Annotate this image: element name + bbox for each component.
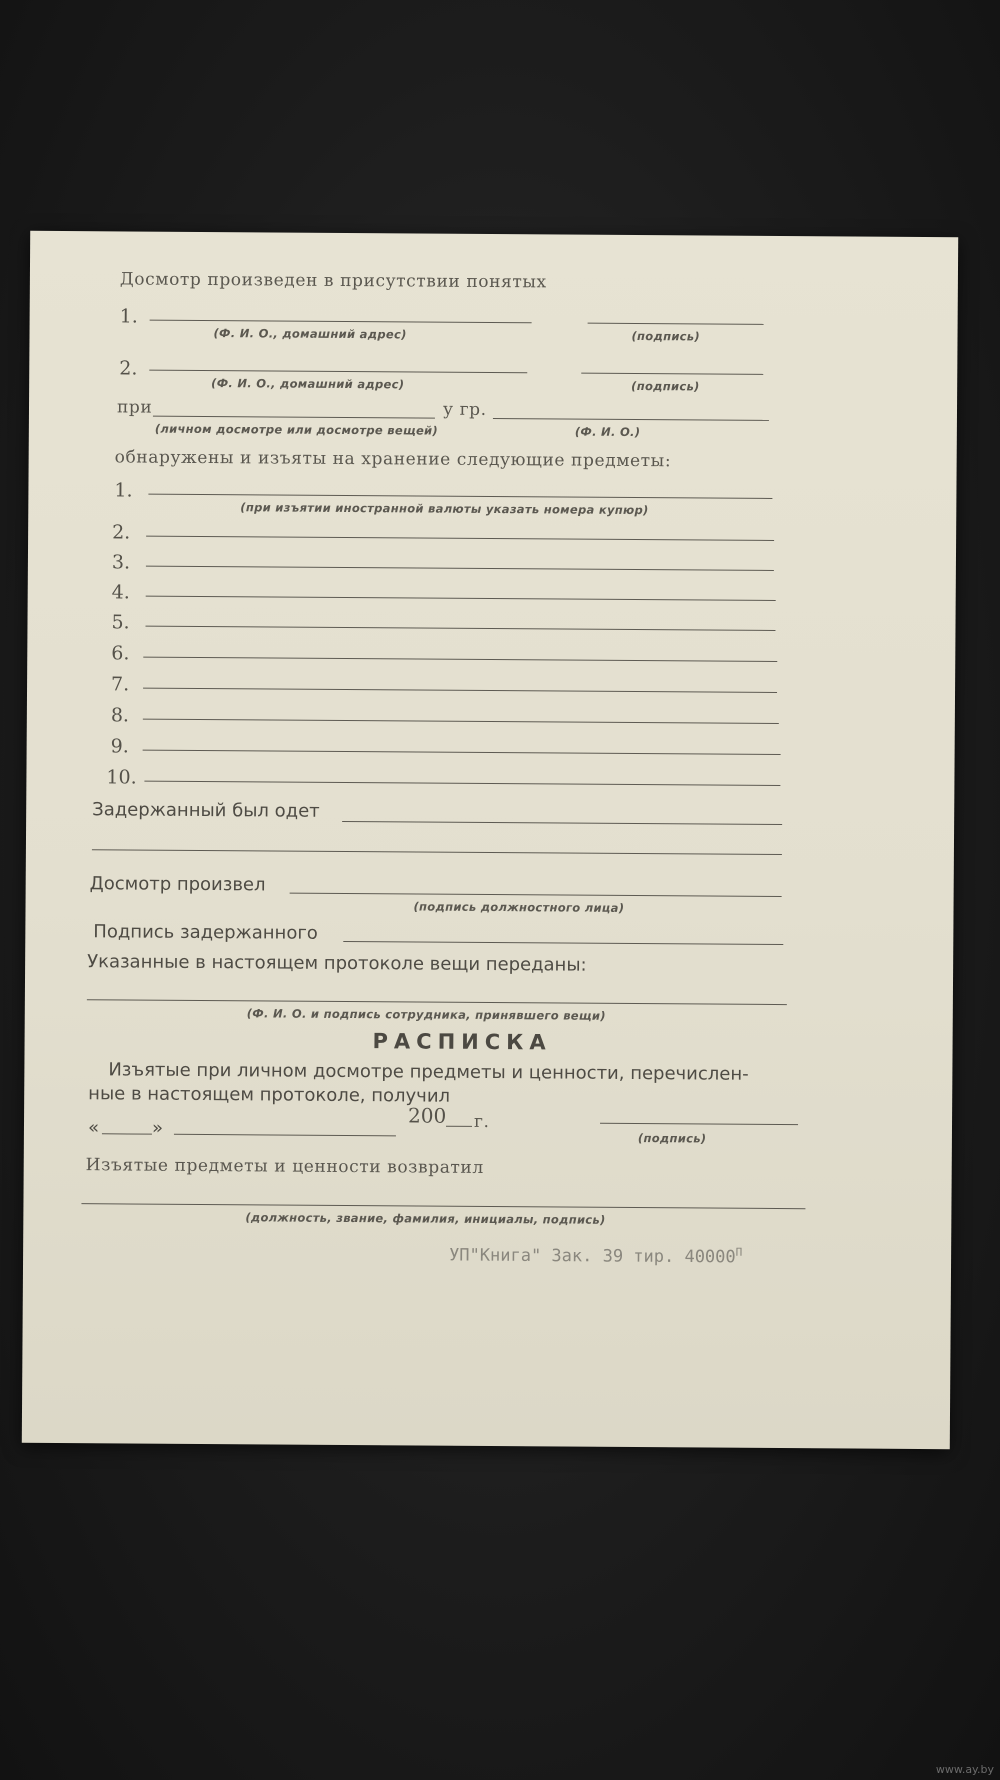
caption-fio-address-1: (Ф. И. О., домашний адрес) [213,326,407,342]
item-line-10 [144,781,780,786]
caption-position: (должность, звание, фамилия, инициалы, подпись) [245,1210,606,1227]
dressed-line-1 [342,821,782,825]
quote-close: » [151,1117,164,1139]
search-fio-line [493,418,769,421]
item-line-5 [145,626,775,631]
month-line [174,1134,396,1137]
day-line [102,1133,152,1134]
item-line-7 [143,688,777,693]
printer-imprint-text: УП"Книга" Зак. 39 тир. 40000 [449,1245,736,1268]
witness-2-signature-line [581,373,763,375]
item-number-5: 5. [111,611,130,634]
witnesses-heading: Досмотр произведен в присутствии понятых [119,269,547,293]
item-number-8: 8. [110,704,130,727]
item-number-7: 7. [111,673,130,696]
printer-imprint-sup: П [735,1245,743,1259]
caption-fio: (Ф. И. О.) [574,424,641,440]
witness-1-signature-line [588,323,764,325]
caption-signature-1: (подпись) [631,328,701,344]
item-line-1 [148,494,772,499]
item-number-3: 3. [111,551,131,574]
item-number-6: 6. [111,642,130,665]
receipt-signature-line [600,1123,798,1125]
item-number-1: 1. [114,479,133,502]
quote-open: « [87,1117,100,1139]
item-number-4: 4. [111,581,130,604]
caption-official-signature: (подпись должностного лица) [413,899,625,915]
item-line-3 [146,566,774,571]
item-number-2: 2. [112,521,131,544]
caption-signature-2: (подпись) [631,378,700,394]
label-items-transferred: Указанные в настоящем протоколе вещи переданы: [87,951,587,976]
caption-receiver: (Ф. И. О. и подпись сотрудника, принявшего вещи) [246,1006,606,1023]
label-items-returned: Изъятые предметы и ценности возвратил [85,1155,484,1178]
item-line-2 [146,536,774,541]
item-line-4 [146,596,776,601]
year-prefix: 200 [407,1103,447,1128]
label-detainee-signature: Подпись задержанного [93,921,318,944]
label-detainee-dressed: Задержанный был одет [92,799,320,822]
receipt-text-line-2: ные в настоящем протоколе, получил [88,1083,451,1107]
caption-search-type: (личном досмотре или досмотре вещей) [154,421,439,438]
receipt-text-line-1: Изъятые при личном досмотре предметы и ценности, перечислен- [108,1059,749,1085]
performed-by-line [290,893,782,897]
witness-2-line [149,370,527,374]
item-line-9 [143,750,781,755]
printer-imprint [449,1244,742,1268]
item-line-8 [143,719,779,724]
label-performed-by: Досмотр произвел [89,873,266,896]
year-line [446,1126,472,1127]
transferred-line [87,999,787,1005]
item-number-10: 10. [106,766,137,789]
search-type-line [153,416,435,419]
witness-2-number: 2. [119,357,138,380]
item-line-6 [143,657,777,662]
watermark: www.ay.by [935,1763,994,1776]
caption-currency: (при изъятии иностранной валюты указать номера купюр) [240,500,649,518]
form-sheet [22,231,958,1449]
items-heading: обнаружены и изъяты на хранение следующие предметы: [114,447,672,472]
dressed-line-2 [92,849,782,855]
item-number-9: 9. [110,735,129,758]
label-u-gr: у гр. [442,399,487,420]
witness-1-number: 1. [119,305,138,328]
label-pri: при [116,397,153,418]
returned-line [81,1203,805,1209]
year-suffix: г. [473,1111,490,1133]
detainee-signature-line [343,941,783,945]
caption-fio-address-2: (Ф. И. О., домашний адрес) [211,376,405,392]
caption-receipt-signature: (подпись) [637,1131,707,1146]
witness-1-line [150,320,532,324]
receipt-title: РАСПИСКА [372,1029,552,1055]
